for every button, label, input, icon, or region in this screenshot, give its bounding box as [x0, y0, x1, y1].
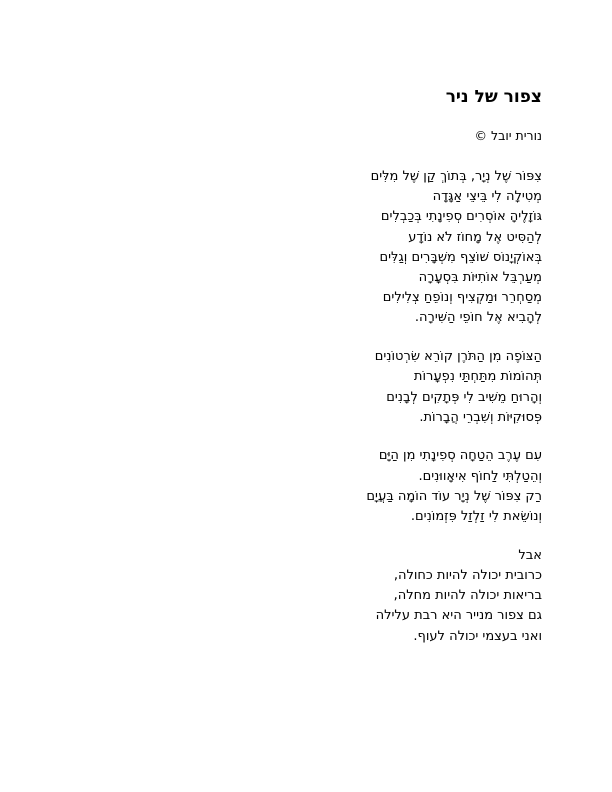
poem-line: בריאות יכולה להיות מחלה, — [393, 588, 542, 604]
poem-title: צפור של ניר — [445, 87, 542, 107]
poem-line: עִם עֶרֶב הֵטַחָה סְפִינָתִי מִן הַיָּם — [378, 448, 542, 464]
poem-line: מְסַחְרֵר וּמַקְצִיף וְנוֹפֵחַ צְלִילִים — [382, 290, 542, 306]
poem-body — [122, 167, 542, 665]
poem-line: גּוֹזָלֶיהָ אוֹסְרִים סְפִינָתִי בְּכַבְלִים — [380, 209, 542, 225]
poem-line: וְנוֹשֵׂאת לִי זַלְזַל פִּזְמוֹנִים. — [410, 509, 542, 525]
poem-line: וְהָרוּחַ מֵשִׁיב לִי פְּתָקִים לְבָנִים — [386, 389, 542, 405]
poem-line: וְהֵטַלְתִּי לַחוֹף אִיאָווּנִים. — [418, 468, 542, 484]
poem-line: ואני בעצמי יכולה לעוף. — [413, 628, 542, 644]
poem-line: צִפּוֹר שֶׁל נְיָר, בְּתוֹךְ קַן שֶׁל מִלִּים — [370, 169, 542, 184]
poem-line: כרובית יכולה להיות כחולה, — [393, 567, 542, 583]
poem-line: תְּהוֹמוֹת מִתַּחְתַּי נִפְעָרוֹת — [413, 369, 542, 385]
poem-line: לְהַסִּיט אֶל מָחוֹז לֹא נוֹדָע — [408, 229, 542, 245]
poem-line: רַק צִפּוֹר שֶׁל נְיָר עוֹד הוֹמָה בַּעֲיָם — [366, 488, 542, 504]
stanza-4 — [122, 546, 542, 647]
poem-author: נורית יובל © — [474, 128, 542, 143]
poem-line: מְטִילָה לִי בֵּיצֵי אַגָּדָה — [432, 189, 542, 205]
poem-line: גם צפור מנייר היא רבת עלילה — [375, 608, 542, 624]
poem-line: מְעַרְבֵּל אוֹתִיּוֹת בִּסְעָרָה — [418, 270, 542, 286]
poem-line: הַצּוֹפֶה מִן הַתֹּרֶן קוֹרֵא שִׂרְטוֹנִים — [374, 349, 542, 365]
stanza-2 — [122, 347, 542, 428]
stanza-3 — [122, 446, 542, 527]
poem-line: בְּאוֹקְיָנוֹס שׁוֹצֵף מִשְׁבָּרִים וְגַלִּים — [379, 249, 542, 265]
poem-line: פְּסוּקִיּוֹת וְשִׁבְרֵי הֲבָרוֹת. — [419, 409, 542, 425]
poem-line: לְהָבִיא אֶל חוֹפֵי הַשִּׁירָה. — [414, 310, 542, 326]
stanza-1 — [122, 167, 542, 329]
poem-line: אבל — [518, 547, 542, 563]
